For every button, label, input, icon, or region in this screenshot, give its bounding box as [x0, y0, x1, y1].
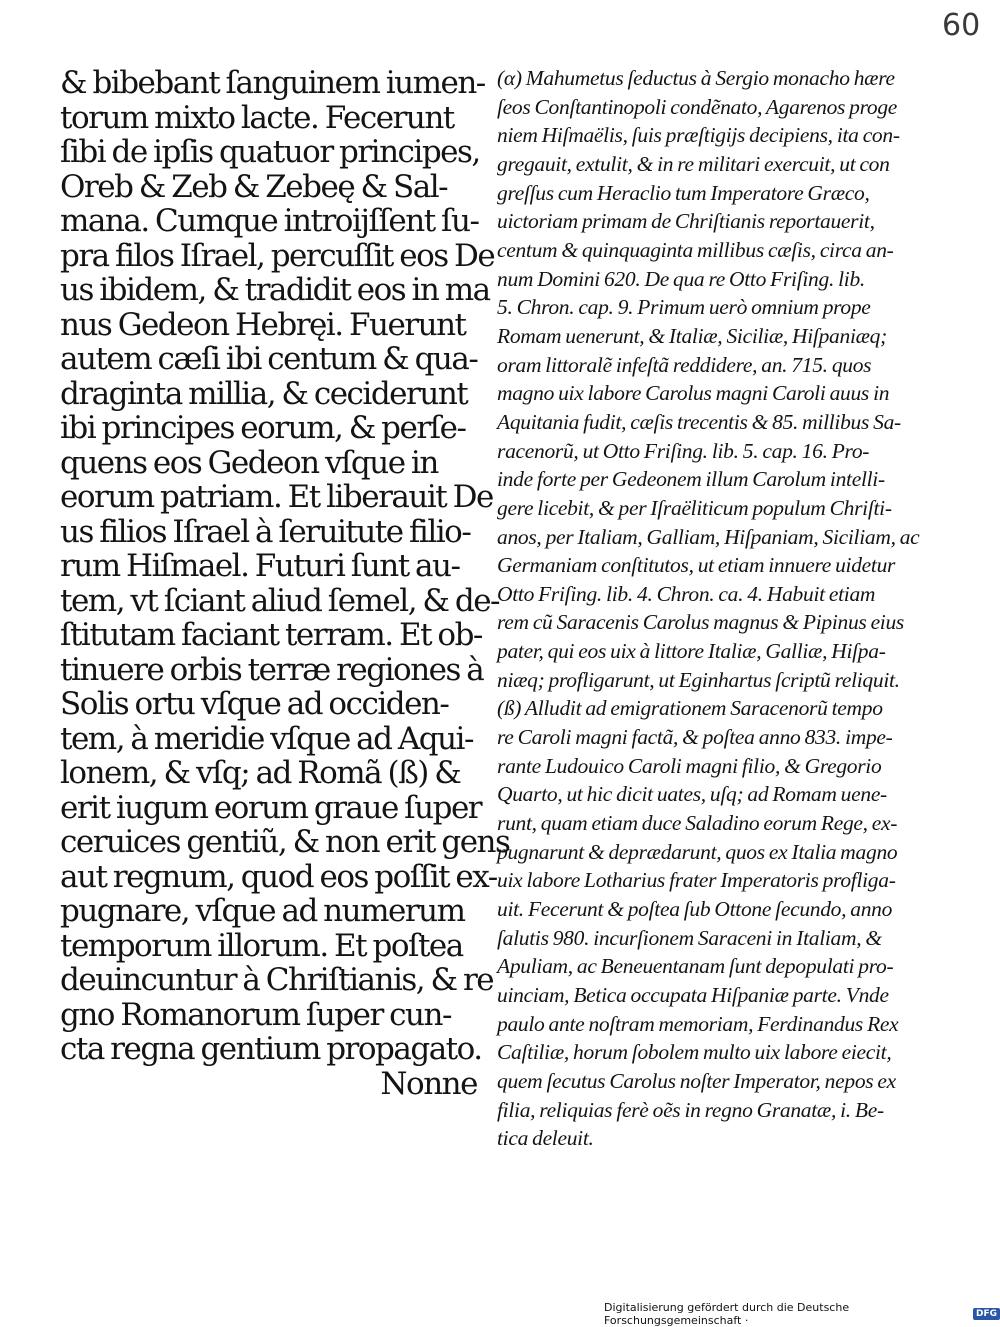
- commentary-line: rante Ludouico Caroli magni filio, & Gregorio: [497, 753, 882, 778]
- main-text-line: torum mixto lacte. Fecerunt: [60, 99, 454, 136]
- commentary-column: [497, 64, 959, 1153]
- main-text-line: ſibi de ipſis quatuor principes,: [60, 134, 480, 170]
- main-text-line: tinuere orbis terræ regiones à: [60, 651, 484, 688]
- commentary-line: uix labore Lotharius frater Imperatoris profliga-: [497, 868, 896, 893]
- main-text-line: mana. Cumque introijſſent ſu-: [60, 203, 479, 239]
- main-text-line: & bibebant ſanguinem iumen-: [60, 65, 485, 101]
- main-text-line: pra filos Iſrael, percuſſit eos De: [60, 237, 495, 274]
- commentary-line: niem Hiſmaëlis, ſuis præſtigijs decipiens, ita con-: [497, 123, 900, 148]
- commentary-line: niæq; profligarunt, ut Eginhartus ſcriptũ reliquit.: [497, 667, 900, 692]
- commentary-line: rem cũ Saracenis Carolus magnus & Pipinus eius: [497, 610, 904, 635]
- commentary-line: paulo ante noſtram memoriam, Ferdinandus Rex: [497, 1011, 899, 1036]
- main-text-line: temporum illorum. Et poſtea: [60, 927, 463, 964]
- commentary-line: oram littoralẽ infeſtã reddidere, an. 715. quos: [497, 352, 872, 377]
- main-text-line: aut regnum, quod eos poſſit ex-: [60, 858, 497, 895]
- main-text-line: nus Gedeon Hebręi. Fuerunt: [60, 306, 466, 343]
- commentary-line: (α) Mahumetus ſeductus à Sergio monacho hære: [497, 66, 895, 90]
- commentary-line: (ß) Alludit ad emigrationem Saracenorũ tempo: [497, 696, 883, 721]
- main-text-line: Oreb & Zeb & Zebeę & Sal-: [60, 168, 448, 205]
- main-text-line: Solis ortu vſque ad occiden-: [60, 686, 449, 722]
- commentary-line: runt, quam etiam duce Saladino eorum Rege, ex-: [497, 811, 898, 836]
- main-text-line: tem, à meridie vſque ad Aqui-: [60, 720, 473, 757]
- commentary-line: inde forte per Gedeonem illum Carolum intelli-: [497, 467, 885, 492]
- main-text-line: gno Romanorum ſuper cun-: [60, 996, 451, 1033]
- commentary-line: uinciam, Betica occupata Hiſpaniæ parte. Vnde: [497, 983, 889, 1007]
- commentary-line: pater, qui eos uix à littore Italiæ, Galliæ, Hiſpa-: [497, 639, 886, 664]
- commentary-line: anos, per Italiam, Galliam, Hiſpaniam, Siciliam, ac: [497, 524, 920, 549]
- main-text-line: eorum patriam. Et liberauit De: [60, 479, 493, 515]
- commentary-line: Romam uenerunt, & Italiæ, Siciliæ, Hiſpaniæq;: [497, 323, 887, 348]
- main-text-line: pugnare, vſque ad numerum: [60, 893, 465, 929]
- main-text-line: quens eos Gedeon vſque in: [60, 444, 438, 481]
- commentary-line: num Domini 620. De qua re Otto Friſing. lib.: [497, 266, 865, 291]
- commentary-line: gere licebit, & per Iſraëliticum populum Chriſti-: [497, 495, 892, 520]
- commentary-line: Quarto, ut hic dicit uates, uſq; ad Romam uene-: [497, 782, 887, 807]
- dfg-logo: DFG: [973, 1308, 1000, 1320]
- main-text-line: ſtitutam faciant terram. Et ob-: [60, 617, 482, 653]
- commentary-line: ſalutis 980. incurſionem Saraceni in Italiam, &: [497, 925, 882, 950]
- commentary-line: tica deleuit.: [497, 1126, 594, 1151]
- commentary-line: re Caroli magni factã, & poſtea anno 833. impe-: [497, 725, 893, 750]
- commentary-line: Germaniam conſtitutos, ut etiam innuere uidetur: [497, 553, 896, 578]
- main-text-line: ceruices gentiũ, & non erit gens: [60, 824, 510, 860]
- commentary-line: uit. Fecerunt & poſtea ſub Ottone ſecundo, anno: [497, 897, 893, 922]
- main-text-column: [60, 65, 510, 1102]
- main-text-line: draginta millia, & ceciderunt: [60, 375, 468, 412]
- commentary-line: Apuliam, ac Beneuentanam ſunt depopulati pro-: [497, 954, 894, 979]
- commentary-line: ſeos Conſtantinopoli condẽnato, Agarenos proge: [497, 94, 898, 119]
- main-text-line: rum Hiſmael. Futuri ſunt au-: [60, 548, 460, 584]
- commentary-line: pugnarunt & deprædarunt, quos ex Italia magno: [497, 839, 898, 864]
- commentary-line: magno uix labore Carolus magni Caroli auus in: [497, 381, 890, 406]
- main-text-line: autem cæſi ibi centum & qua-: [60, 341, 478, 377]
- commentary-line: filia, reliquias ferè oẽs in regno Granatæ, i. Be-: [497, 1097, 884, 1122]
- digitization-footer: [604, 1301, 1000, 1327]
- main-text-line: erit iugum eorum graue ſuper: [60, 789, 482, 826]
- main-text-line: cta regna gentium propagato.: [60, 1031, 482, 1067]
- main-text-line: tem, vt ſciant aliud ſemel, & de-: [60, 582, 500, 619]
- commentary-line: Aquitania fudit, cæſis trecentis & 85. millibus Sa-: [497, 409, 901, 434]
- commentary-line: uictoriam primam de Chriſtianis reportauerit,: [497, 209, 875, 234]
- main-text-line: deuincuntur à Chriſtianis, & re: [60, 962, 494, 998]
- main-text-line: us filios Iſrael à ſeruitute filio-: [60, 513, 471, 550]
- commentary-line: centum & quinquaginta millibus cæſis, circa an-: [497, 237, 894, 262]
- commentary-line: greſſus cum Heraclio tum Imperatore Græco,: [497, 180, 870, 205]
- commentary-line: racenorũ, ut Otto Friſing. lib. 5. cap. 16. Pro-: [497, 438, 870, 463]
- commentary-line: Caſtiliæ, horum ſobolem multo uix labore eiecit,: [497, 1040, 892, 1065]
- commentary-line: quem ſecutus Carolus noſter Imperator, nepos ex: [497, 1068, 896, 1093]
- commentary-line: gregauit, extulit, & in re militari exercuit, ut con: [497, 151, 890, 176]
- main-text-line: lonem, & vſq; ad Romã (ß) &: [60, 755, 461, 791]
- page-number: 60: [942, 8, 981, 43]
- footer-credit-text: Digitalisierung gefördert durch die Deutsche Forschungsgemeinschaft ·: [604, 1301, 850, 1327]
- catchword: Nonne: [380, 1065, 477, 1102]
- commentary-line: 5. Chron. cap. 9. Primum uerò omnium prope: [497, 295, 871, 320]
- commentary-line: Otto Friſing. lib. 4. Chron. ca. 4. Habuit etiam: [497, 581, 876, 606]
- main-text-line: ibi principes eorum, & perſe-: [60, 410, 466, 446]
- main-text-line: us ibidem, & tradidit eos in ma: [60, 272, 490, 308]
